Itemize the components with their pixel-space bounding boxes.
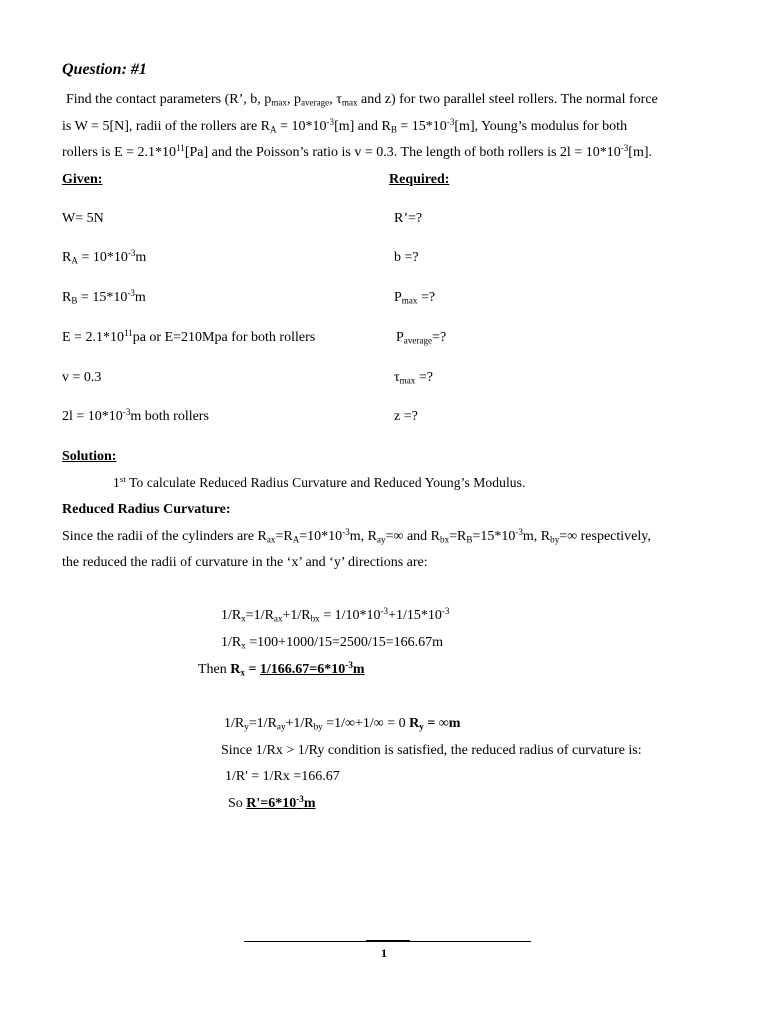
required-z: z =? <box>394 409 418 424</box>
problem-statement <box>62 87 712 167</box>
required-r: R’=? <box>394 211 423 226</box>
equation-rx-result: Then $R_x = 1/166.67=6*10^{-3}m$ <box>198 660 365 678</box>
required-tau: $\tau_{max}$ =? <box>394 370 433 386</box>
required-header: Required: <box>389 172 450 187</box>
equation-reduced-radius: 1/R' = 1/Rx =166.67 <box>225 769 340 784</box>
required-paverage: $P_{average}=$? <box>396 330 447 346</box>
given-ra: $R_A = 10*10^{-3}m$ <box>62 248 147 266</box>
solution-line-2: the reduced the radii of curvature in the ‘x’ and ‘y’ directions are: <box>62 555 428 570</box>
solution-step-1: 1st To calculate Reduced Radius Curvature and Reduced Young’s Modulus. <box>113 474 526 490</box>
footer-rule-accent <box>366 940 410 942</box>
required-pmax: $P_{max}$ =? <box>394 290 436 306</box>
given-w: W= 5N <box>62 211 104 226</box>
required-b: b =? <box>394 250 419 265</box>
problem-line-3: rollers is $E = 2.1*10^{11}[Pa]$ and the Poisson’s ratio is v = 0.3. The length of both rollers is $2l = 10*10^{-3}[m]$. <box>62 143 653 160</box>
equation-rx-value: $1/R_x =100+1000/15=2500/15=166.67m$ <box>221 635 444 651</box>
given-v: v = 0.3 <box>62 370 102 385</box>
problem-line-1: Find the contact parameters (R’, b, $p_{max}$, $p_{average}$, $\tau_{max}$ and z) for two parallel steel rollers. The normal force <box>66 92 658 108</box>
solution-header: Solution: <box>62 449 117 464</box>
page-number: 1 <box>381 946 387 960</box>
solution-line-1: Since the radii of the cylinders are $R_{ax}=R_A=10*10^{-3}m$, $R_{ay}=\infty$ and $R_{bx}=R_B=15*10^{-3}m$, $R_{by}=\infty$ respectively, <box>62 527 651 545</box>
equation-ry: $1/R_y=1/R_{ay}+1/R_{by} =1/\infty+1/\infty = 0$ $R_y = \infty m$ <box>224 716 461 732</box>
reduced-radius-header: Reduced Radius Curvature: <box>62 502 231 517</box>
equation-final: So $R'=6*10^{-3}m$ <box>228 794 316 811</box>
problem-line-2: is W = 5[N], radii of the rollers are $R_A = 10*10^{-3}[m]$ and $R_B = 15*10^{-3}[m]$, Young’s modulus for both <box>62 116 628 134</box>
given-e: $E = 2.1*10^{11}pa$ or E=210Mpa for both rollers <box>62 328 316 345</box>
given-header: Given: <box>62 172 103 187</box>
equation-rx-sum: $1/R_x=1/R_{ax}+1/R_{bx} = 1/10*10^{-3}+1/15*10^{-3}$ <box>221 606 450 624</box>
given-rb: $R_B = 15*10^{-3}m$ <box>62 288 146 306</box>
equation-condition: Since 1/Rx > 1/Ry condition is satisfied, the reduced radius of curvature is: <box>221 743 642 758</box>
question-heading: Question: #1 <box>62 61 147 78</box>
given-length: $2l = 10*10^{-3}m$ both rollers <box>62 407 209 424</box>
